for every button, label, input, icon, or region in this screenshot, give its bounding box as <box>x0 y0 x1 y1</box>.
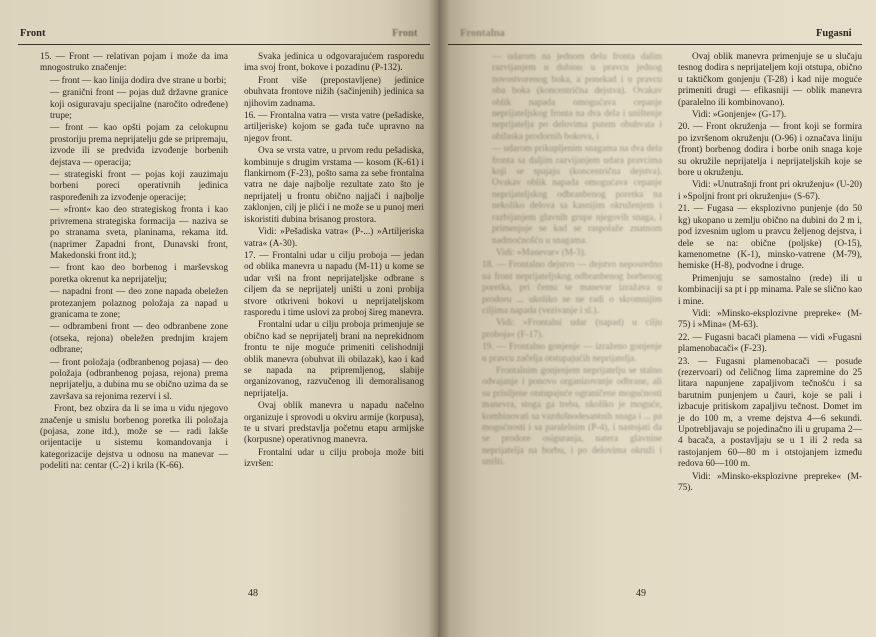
paragraph: — front — kao opšti pojam za celokupnu prostoriju prema neprijatelju gde se pripremaju, izvode ili se predviđa izvođenje borbenih dejstava — operacija; <box>50 123 228 168</box>
page-number-left: 48 <box>248 588 258 599</box>
paragraph: Front više (prepostavljene) jedinice obuhvata frontove nižih (sačinjenih) jedinica sa njihovim zadnama. <box>244 75 424 109</box>
running-head-right-inner: Frontalna <box>460 28 505 39</box>
right-page <box>438 0 876 637</box>
paragraph: Ova se vrsta vatre, u prvom redu pešadiska, kombinuje s drugim vrstama — kosom (K-61) i flankirnom (F-23), pošto sama za sebe frontalna vatra ne daje najbolje rezultate zato što je neprijatelj u frontu obično najjači i najbolje zaklonjen, cilj je plići i ne može se u punoj meri iskoristiti dubina brisanog prostora. <box>244 146 424 225</box>
paragraph: 18. — Frontalno dejstvo — dejstvo neposredno na front neprijateljskog odbranbenog borbenog poretka, pri čemu se manevar izražava u prodoru ... ukoliko se ne radi o skromnijim ciljima napada (vezivanje i sl.). <box>482 260 662 316</box>
header-rule-right <box>448 44 862 45</box>
paragraph: Frontalnim gonjenjem neprijatelju se stalno odvajanje i ponovo organizovanje odbrane, ali su prisiljene otstupajuće ograničene mogućnosti manevra, stoga ga treba, ukoliko je moguće, kombinovati sa vazdušnodesantnih snaga i ... pa mogućnosti i sa paralelnim (P-4), i nastojati da se prodore osiguranja, natera glavnine neprijatelja na borbu, i po delovima okruži i uništi. <box>482 365 662 468</box>
paragraph: 21. — Fugasa — eksplozivno punjenje (do 50 kg) ukopano u zemlju obično na dubini do 2 m i, pod izvesnim uglom u pravcu željenog dejstva, i dele se na: obične (poljske) (O-15), kamenometne (K-1), minsko-vatrene (M-79), hemiske (H-8), podvodne i druge. <box>678 204 862 272</box>
paragraph: Svaka jedinica u odgovarajućem rasporedu ima svoj front, bokove i pozadinu (P-132). <box>244 52 424 74</box>
paragraph: — front — kao linija dodira dve strane u borbi; <box>50 75 227 86</box>
paragraph: 23. — Fugasni plamenobacači — posude (rezervoari) od čeličnog lima zapremine do 25 litara napunjene zapaljivom tečnošću i sa barutnim punjenjem u čauri, koje se pali i izbacuje pritiskom zapaljivu tečnost. Domet im je do 100 m, a vreme dejstva 4—6 sekundi. Upotrebljavaju se pojedinačno ili u grupama 2—4 bacača, a postavljaju se u 1 ili 2 reda sa rastojanjem 60—80 m i otstojanjem između redova 60—100 m. <box>678 356 862 470</box>
paragraph: Front, bez obzira da li se ima u vidu njegovo značenje u smislu borbenog poretka ili položaja (pojasa, zone itd.), može se — radi lakše orijentacije u sistemu komandovanja i kategorizacije dejstva u odnosu na manevar — podeliti na: centar (C-2) i krila (K-66). <box>40 404 228 472</box>
paragraph: — granični front — pojas duž državne granice koji osiguravaju specijalne (naročito određene) trupe; <box>50 88 228 122</box>
paragraph: 19. — Frontalno gonjenje — izraženo gonjenje u pravcu začelja otstupajućih neprijatelja. <box>482 342 662 364</box>
paragraph: 17. — Frontalni udar u cilju proboja — jedan od oblika manevra u napadu (M-11) u kome se udar vrši na front neprijateljske odbrane s ciljem da se neprijatelj uništi u zoni probija stvore otkriveni bokovi u neprijateljskom rasporedu i time uslovi za proboj šireg manevra. <box>244 250 424 318</box>
left-column-1 <box>40 52 228 474</box>
paragraph: 20. — Front okruženja — front koji se formira po izvršenom okruženju (O-96) i označava liniju (front) borbenog dodira i borbe onih snaga koje su okružile neprijatelja i neprijateljskih koje se bore u okruženju. <box>678 122 862 179</box>
paragraph: Ovaj oblik manevra u napadu načelno organizuje i sprovodi u okviru armije (korpusa), te u stvari predstavlja početnu etapu armijske (korpusne) operativnog manevra. <box>244 401 424 446</box>
paragraph: — »front« kao deo strategiskog fronta i kao privremena strategiska formacija — naziva se po stranama sveta, planinama, rekama itd. (naprimer Zapadni front, Dunavski front, Makedonski front itd.); <box>50 205 228 261</box>
paragraph: Vidi: »Minsko-eksplozivne prepreke« (M-75). <box>678 471 862 494</box>
paragraph: Vidi: »Frontalni udar (napad) u cilju proboja« (F-17). <box>482 318 662 340</box>
left-column-2 <box>244 52 424 472</box>
paragraph: Vidi: »Pešadiska vatra« (P-...) »Artiljeriska vatra« (A-30). <box>244 227 424 249</box>
header-rule-left <box>18 44 430 45</box>
running-head-right: Fugasni <box>816 28 852 39</box>
paragraph: — strategiski front — pojas koji zauzimaju borbeni poreci operativnih jedinica raspoređenih za izvođenje operacije; <box>50 170 228 203</box>
paragraph: Frontalni udar u cilju proboja može biti izvršen: <box>244 447 424 470</box>
paragraph: Vidi: »Minsko-eksplozivne prepreke« (M-75) i »Mina« (M-63). <box>678 308 862 331</box>
paragraph: 22. — Fugasni bacači plamena — vidi »Fugasni plamenobacači« (F-23). <box>678 332 862 355</box>
paragraph: Vidi: »Manevar« (M-3). <box>496 247 587 258</box>
right-column-1 <box>482 52 662 470</box>
paragraph: — odbrambeni front — deo odbranbene zone (otseka, rejona) obeležen prednjim krajem odbrane; <box>50 322 228 356</box>
paragraph: — udarom na jednom delu fronta dalim razvijanjem u dubinu u pravcu jednog novostvorenog boka, a ponekad i u pravcu oba boka (koncentrična dejstva). Ovakav oblik napada omogućava cepanje neprijateljskog fronta na dva dela i uništenje neprijatelja po delovima putem obuhvata i obilaska prodornih bokova, i <box>492 52 662 142</box>
paragraph: — napadni front — deo zone napada obeležen protezanjem polaznog položaja za napad u granicama te zone; <box>50 287 228 320</box>
paragraph: Ovaj oblik manevra primenjuje se u slučaju tesnog dodira s neprijateljem koji otstupa, obično u taktičkom gonjenju (T-28) i kad nije moguće primeniti drugi — efikasniji — oblik manevra (paralelno ili kombinovano). <box>678 52 862 108</box>
book-gutter <box>428 0 450 637</box>
running-head-left: Front <box>20 28 46 39</box>
paragraph: 16. — Frontalna vatra — vrsta vatre (pešadiske, artiljeriske) kojom se gađa tuče upravno na njegov front. <box>244 111 424 144</box>
paragraph: — udarom prikupljenim snagama na dva dela fronta sa daljim razvijanjem udara pravcima koji se spajaju (koncentrična dejstva). Ovakav oblik napada omogućava cepanje neprijateljskog odbranbenog poretka na nekoliko delova sa kasnijim okruženjem i razbijanjem glavnih grupe njegovih snaga, i primenjuje se kad se raspolaže znatnom nadmoćnošću u snagama. <box>492 144 662 246</box>
page-number-right: 49 <box>636 588 646 599</box>
paragraph: Vidi: »Unutrašnji front pri okruženju« (U-20) i »Spoljni front pri okruženju« (S-67). <box>678 180 862 202</box>
paragraph: 15. — Front — relativan pojam i može da ima mnogostruko značenje: <box>40 52 228 74</box>
paragraph: Primenjuju se samostalno (rede) ili u kombinaciji sa pt i pp minama. Pale se slično kao i mine. <box>678 273 862 307</box>
paragraph: Frontalni udar u cilju proboja primenjuje se obično kad se neprijatelj brani na neprekidnom frontu te nije moguće primeniti celishodniji oblik manevra (obuhvat ili obilazak), kao i kad se napada na pripremljenog, slabije organizovanog, razvučenog ili demoralisanog neprijatelja. <box>244 320 424 399</box>
paragraph: — front kao deo borbenog i marševskog poretka okrenut ka neprijatelju; <box>50 263 228 285</box>
right-column-2 <box>678 52 862 495</box>
running-head-left-outer: Front <box>392 28 418 39</box>
paragraph: Vidi: »Gonjenje« (G-17). <box>692 110 787 121</box>
paragraph: — front položaja (odbranbenog pojasa) — deo položaja (odbranbenog pojasa, rejona) prema neprijatelju, a dubina mu se obično uzima da se završava sa rejonima rezervi i sl. <box>50 357 228 402</box>
